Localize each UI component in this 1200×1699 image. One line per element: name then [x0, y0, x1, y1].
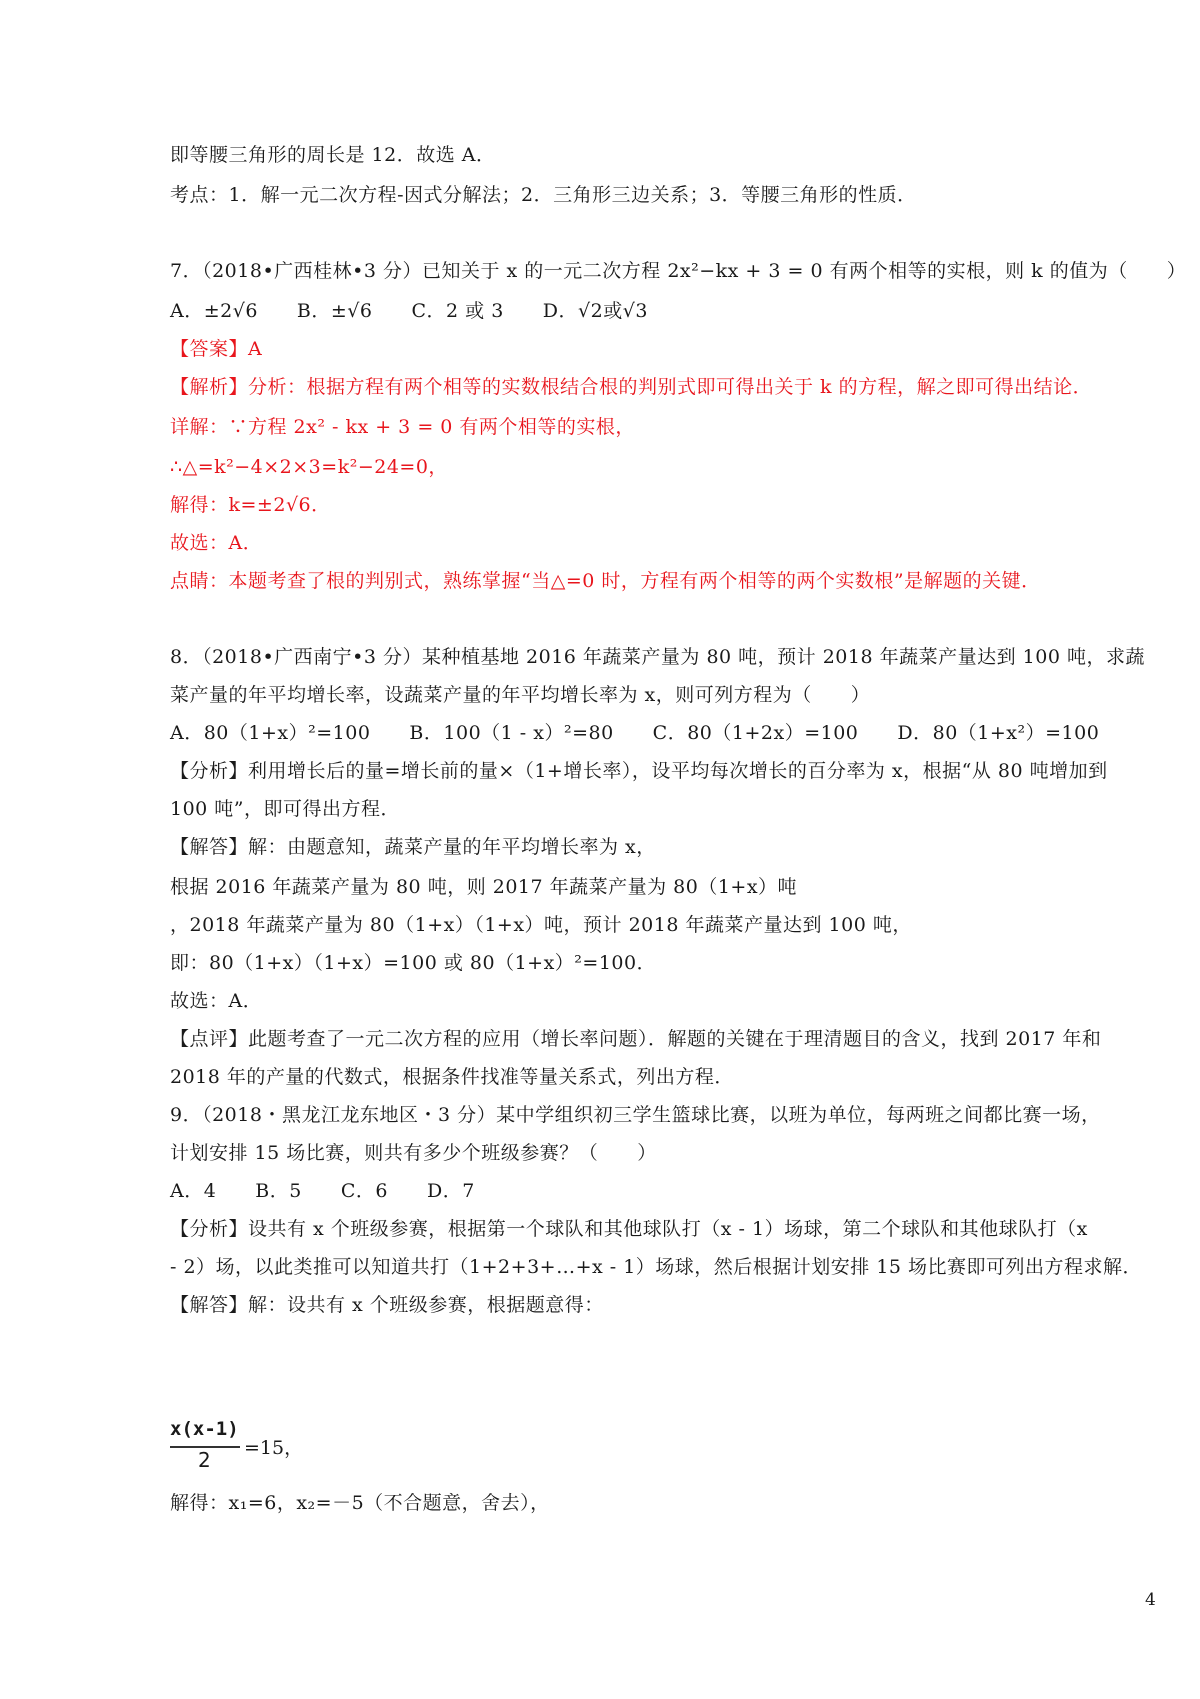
page-number: 4: [1145, 1590, 1156, 1610]
question-7-options: A．±2√6 B．±√6 C．2 或 3 D．√2或√3: [170, 300, 648, 322]
fraction-numerator: x(x-1): [170, 1418, 239, 1440]
question-9-stem: 计划安排 15 场比赛，则共有多少个班级参赛？（ ）: [170, 1142, 657, 1164]
text-line: 考点：1．解一元二次方程-因式分解法；2．三角形三边关系；3．等腰三角形的性质．: [170, 184, 917, 206]
question-8-analysis: 【分析】利用增长后的量=增长前的量×（1+增长率），设平均每次增长的百分率为 x，根据“从 80 吨增加到: [170, 760, 1108, 782]
question-8-solution: ，2018 年蔬菜产量为 80（1+x）（1+x）吨，预计 2018 年蔬菜产量达到 100 吨，: [170, 914, 912, 936]
question-7-detail: 详解：∵方程 2x² - kx + 3 = 0 有两个相等的实根，: [170, 416, 635, 438]
question-7-stem: 7．（2018•广西桂林•3 分）已知关于 x 的一元二次方程 2x²−kx + 3 = 0 有两个相等的实根，则 k 的值为（ ）: [170, 260, 1187, 282]
question-9-options: A．4 B．5 C．6 D．7: [170, 1180, 475, 1202]
question-8-stem: 8．（2018•广西南宁•3 分）某种植基地 2016 年蔬菜产量为 80 吨，预计 2018 年蔬菜产量达到 100 吨，求蔬: [170, 646, 1145, 668]
question-8-solution: 根据 2016 年蔬菜产量为 80 吨，则 2017 年蔬菜产量为 80（1+x）吨: [170, 876, 798, 898]
question-7-detail: ∴△=k²−4×2×3=k²−24=0，: [170, 456, 448, 478]
question-9-analysis: 【分析】设共有 x 个班级参赛，根据第一个球队和其他球队打（x - 1）场球，第二个球队和其他球队打（x: [170, 1218, 1088, 1240]
fraction-denominator: 2: [198, 1448, 211, 1472]
question-8-comment: 【点评】此题考查了一元二次方程的应用（增长率问题）．解题的关键在于理清题目的含义，找到 2017 年和: [170, 1028, 1102, 1050]
question-8-comment: 2018 年的产量的代数式，根据条件找准等量关系式，列出方程．: [170, 1066, 734, 1088]
equation-fraction: [170, 1418, 370, 1478]
question-8-stem: 菜产量的年平均增长率，设蔬菜产量的年平均增长率为 x，则可列方程为（ ）: [170, 684, 871, 706]
question-7-answer: 【答案】A: [170, 338, 263, 360]
text-line: 即等腰三角形的周长是 12．故选 A．: [170, 144, 496, 166]
question-9-analysis: - 2）场，以此类推可以知道共打（1+2+3+…+x - 1）场球，然后根据计划安排 15 场比赛即可列出方程求解．: [170, 1256, 1143, 1278]
question-8-options: A．80（1+x）²=100 B．100（1 - x）²=80 C．80（1+2x）=100 D．80（1+x²）=100: [170, 722, 1100, 744]
question-8-solution: 【解答】解：由题意知，蔬菜产量的年平均增长率为 x，: [170, 836, 656, 858]
question-7-detail: 故选：A．: [170, 532, 263, 554]
question-9-stem: 9．（2018・黑龙江龙东地区・3 分）某中学组织初三学生篮球比赛，以班为单位，每两班之间都比赛一场，: [170, 1104, 1101, 1126]
question-8-solution: 即：80（1+x）（1+x）=100 或 80（1+x）²=100．: [170, 952, 657, 974]
question-8-analysis: 100 吨”，即可得出方程．: [170, 798, 401, 820]
question-8-solution: 故选：A．: [170, 990, 263, 1012]
question-7-analysis: 【解析】分析：根据方程有两个相等的实数根结合根的判别式即可得出关于 k 的方程，解之即可得出结论．: [170, 376, 1093, 398]
question-7-comment: 点睛：本题考查了根的判别式，熟练掌握“当△=0 时，方程有两个相等的两个实数根”是解题的关键．: [170, 570, 1041, 592]
question-9-solution: 解得：x₁=6，x₂=－5（不合题意，舍去），: [170, 1492, 550, 1514]
question-9-solution: 【解答】解：设共有 x 个班级参赛，根据题意得：: [170, 1294, 604, 1316]
fraction-result: =15，: [244, 1437, 304, 1459]
question-7-detail: 解得：k=±2√6．: [170, 494, 331, 516]
